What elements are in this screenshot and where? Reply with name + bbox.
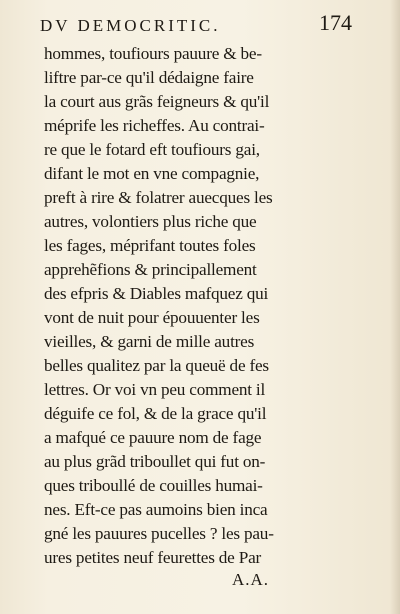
text-line: liftre par-ce qu'il dédaigne faire [44,68,254,87]
text-line: re que le fotard eft toufiours gai, [44,140,260,159]
text-line: nes. Eft-ce pas aumoins bien inca [44,500,268,519]
text-line: ques triboullé de couilles humai- [44,476,263,495]
page-number: 174 [319,10,352,35]
text-line: gné les pauures pucelles ? les pau- [44,524,274,543]
text-line: hommes, toufiours pauure & be- [44,44,262,63]
text-line: apprehẽfions & principallement [44,260,257,279]
text-line: des efpris & Diables mafquez qui [44,284,269,303]
text-line: ures petites neuf feurettes de Par [44,548,262,567]
signature-mark: A.A. [232,570,270,589]
text-line: vont de nuit pour épouuenter les [44,308,260,327]
text-line: la court aus grãs feigneurs & qu'il [44,92,270,111]
text-line: au plus grãd triboullet qui fut on- [44,452,266,471]
text-line: lettres. Or voi vn peu comment il [44,380,266,399]
text-line: méprife les richeffes. Au contrai- [44,116,265,135]
text-line: les fages, méprifant toutes foles [44,236,256,255]
running-head: DV DEMOCRITIC. [40,16,221,35]
body-text [44,42,326,570]
text-line: déguife ce fol, & de la grace qu'il [44,404,267,423]
text-line: preft à rire & folatrer auecques les [44,188,273,207]
text-line: autres, volontiers plus riche que [44,212,257,231]
page-header [40,10,352,38]
text-line: difant le mot en vne compagnie, [44,164,260,183]
text-line: vieilles, & garni de mille autres [44,332,255,351]
page-edge-shadow [390,0,400,614]
text-line: belles qualitez par la queuë de fes [44,356,269,375]
text-line: a mafqué ce pauure nom de fage [44,428,262,447]
